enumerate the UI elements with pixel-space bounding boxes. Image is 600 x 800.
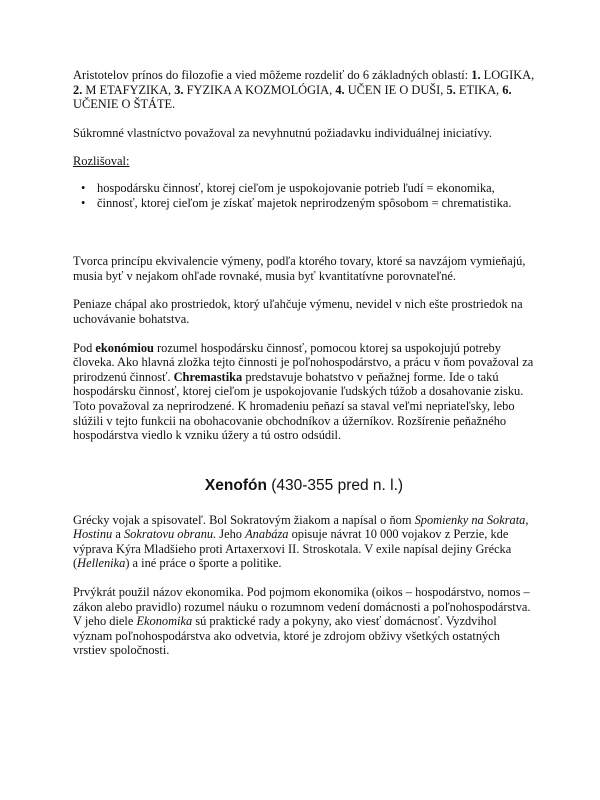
distinguished-title: Rozlišoval: bbox=[73, 154, 130, 169]
bullet-icon: • bbox=[81, 195, 86, 210]
economy-paragraph: Pod ekonómiou rozumel hospodársku činnosť, pomocou ktorej sa uspokojujú potreby človeka. Ako hlavná zložka tejto činnosti je poľnohospodárstvo, a prácu v ňom považoval za prirodzenú činnosť. Chremastika predstavuje bohatstvo v peňažnej forme. Ide o takú hospodársku činnosť, ktorej cieľom je uspokojovanie ľudských túžob a dosahovanie zisku. Toto považoval za neprirodzené. K hromadeniu peňazí sa staval veľmi nepriateľsky, lebo slúžili v tejto funkcii na obohacovanie obchodníkov a úžerníkov. Rozšírenie peňažného hospodárstva viedlo k vzniku úžery a tú ostro odsúdil. bbox=[73, 340, 534, 443]
document-body bbox=[73, 68, 535, 658]
intro-paragraph: Aristotelov prínos do filozofie a vied môžeme rozdeliť do 6 základných oblastí: 1. LOGIKA, 2. M ETAFYZIKA, 3. FYZIKA A KOZMOLÓGIA, 4. UČEN IE O DUŠI, 5. ETIKA, 6. UČENIE O ŠTÁTE. bbox=[73, 68, 535, 112]
bullet-icon: • bbox=[81, 180, 86, 195]
xenofon-economics-paragraph: Prvýkrát použil názov ekonomika. Pod pojmom ekonomika (oikos – hospodárstvo, nomos – zákon alebo pravidlo) rozumel náuku o rozumnom vedení domácnosti a poľnohospodárstva. V jeho diele Ekonomika sú praktické rady a pokyny, ako viesť domácnosť. Vyzdvihol význam poľnohospodárstva ako odvetvia, ktoré je zdrojom obživy všetkých ostatných vrstiev spoločnosti. bbox=[73, 585, 531, 658]
equivalence-paragraph: Tvorca princípu ekvivalencie výmeny, podľa ktorého tovary, ktoré sa navzájom vymieňajú, musia byť v nejakom ohľade rovnaké, musia byť kvantitatívne porovnateľné. bbox=[73, 254, 526, 283]
list-item: • činnosť, ktorej cieľom je získať majetok neprirodzeným spôsobom = chrematistika. bbox=[81, 195, 512, 210]
section-heading: Xenofón (430-355 pred n. l.) bbox=[204, 476, 404, 494]
spacer bbox=[73, 443, 535, 477]
money-paragraph: Peniaze chápal ako prostriedok, ktorý uľahčuje výmenu, nevidel v nich ešte prostriedok na uchovávanie bohatstva. bbox=[73, 297, 523, 326]
property-paragraph: Súkromné vlastníctvo považoval za nevyhnutnú požiadavku individuálnej iniciatívy. bbox=[73, 125, 493, 140]
xenofon-bio-paragraph: Grécky vojak a spisovateľ. Bol Sokratovým žiakom a napísal o ňom Spomienky na Sokrata, Hostinu a Sokratovu obranu. Jeho Anabáza opisuje návrat 10 000 vojakov z Perzie, kde výprava Kýra Mladšieho proti Artaxerxovi II. Stroskotala. V exile napísal dejiny Grécka (Hellenika) a iné práce o športe a politike. bbox=[73, 512, 529, 571]
spacer bbox=[73, 210, 535, 254]
distinguished-list bbox=[73, 181, 535, 210]
list-item: • hospodársku činnosť, ktorej cieľom je uspokojovanie potrieb ľudí = ekonomika, bbox=[81, 180, 495, 195]
